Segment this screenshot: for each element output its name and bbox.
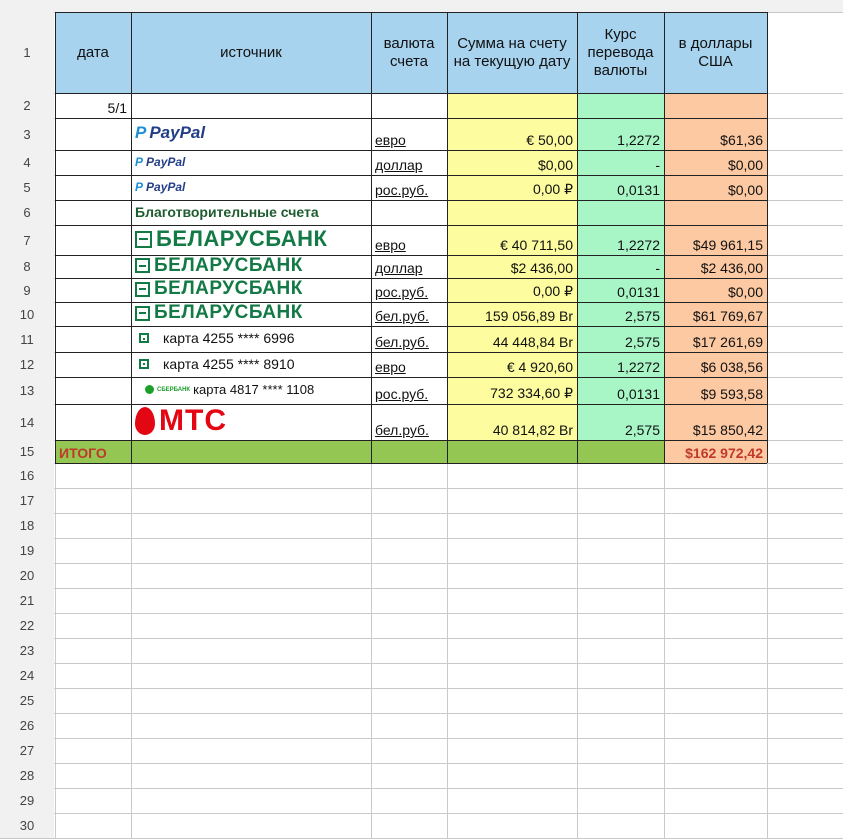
amount-cell[interactable]: € 40 711,50: [500, 237, 573, 253]
rate-cell-bg: [577, 200, 664, 225]
belarusbank-wordmark: БЕЛАРУСБАНК: [156, 226, 328, 251]
amount-cell-bg: [447, 200, 577, 225]
table-border: [55, 463, 767, 464]
usd-cell-bg: [664, 200, 767, 225]
card-label: карта 4817 **** 1108: [193, 382, 315, 397]
date-cell[interactable]: 5/1: [107, 100, 127, 116]
paypal-p-icon: P: [135, 123, 147, 142]
source-cell[interactable]: [131, 302, 371, 326]
paypal-p-icon: P: [135, 154, 144, 169]
usd-cell[interactable]: $15 850,42: [692, 422, 763, 438]
table-border: [55, 12, 56, 463]
rate-cell[interactable]: 2,575: [624, 422, 660, 438]
grid-line-horizontal: [0, 738, 843, 739]
grid-line-horizontal: [0, 513, 843, 514]
belarusbank-emblem-icon: [135, 231, 152, 248]
row-number[interactable]: 12: [0, 352, 54, 377]
row-number[interactable]: 5: [0, 175, 54, 200]
belarusbank-logo: [135, 226, 327, 252]
rate-cell[interactable]: 0,0131: [617, 386, 660, 402]
usd-cell[interactable]: $9 593,58: [700, 386, 763, 402]
paypal-wordmark: PayPal: [146, 154, 186, 169]
amount-cell[interactable]: 732 334,60 ₽: [490, 385, 573, 401]
sberbank-logo: [145, 385, 190, 394]
usd-cell[interactable]: $0,00: [727, 284, 763, 300]
paypal-wordmark: PayPal: [149, 123, 206, 142]
row-number[interactable]: 28: [0, 763, 54, 788]
row-number[interactable]: 6: [0, 200, 54, 225]
grid-line-horizontal: [0, 638, 843, 639]
grid-line-horizontal: [0, 613, 843, 614]
sberbank-wordmark: СБЕРБАНК: [157, 386, 191, 393]
row-number[interactable]: 13: [0, 377, 54, 404]
row-number[interactable]: 24: [0, 663, 54, 688]
row-number[interactable]: 26: [0, 713, 54, 738]
row-number[interactable]: 1: [0, 12, 54, 93]
usd-cell[interactable]: $2 436,00: [700, 260, 763, 276]
header-usd[interactable]: в доллары США: [664, 12, 767, 93]
currency-cell[interactable]: евро: [375, 359, 406, 375]
currency-cell[interactable]: бел.руб.: [375, 334, 429, 350]
row-number[interactable]: 7: [0, 225, 54, 255]
header-date[interactable]: дата: [55, 12, 131, 93]
currency-cell[interactable]: бел.руб.: [375, 422, 429, 438]
mts-wordmark: МТС: [159, 404, 227, 437]
row-number[interactable]: 30: [0, 813, 54, 838]
currency-cell[interactable]: рос.руб.: [375, 386, 429, 402]
row-number[interactable]: 20: [0, 563, 54, 588]
belarusbank-emblem-icon: [135, 306, 150, 321]
card-label: карта 4255 **** 6996: [163, 330, 295, 346]
table-border: [767, 12, 768, 463]
amount-cell[interactable]: 0,00 ₽: [532, 283, 573, 299]
mts-logo: [135, 404, 227, 438]
mts-egg-icon: [135, 407, 155, 435]
source-cell[interactable]: [131, 175, 371, 200]
amount-cell[interactable]: 44 448,84 Br: [492, 334, 573, 350]
row-number[interactable]: 29: [0, 788, 54, 813]
grid-line-horizontal: [0, 688, 843, 689]
usd-cell[interactable]: $17 261,69: [692, 334, 763, 350]
header-rate[interactable]: Курс перевода валюты: [577, 12, 664, 93]
belarusbank-emblem-icon: [135, 282, 150, 297]
belarusbank-logo: [135, 302, 303, 324]
belarusbank-wordmark: БЕЛАРУСБАНК: [154, 278, 303, 299]
source-cell[interactable]: [131, 352, 371, 377]
amount-cell[interactable]: € 50,00: [526, 132, 573, 148]
rate-cell[interactable]: 1,2272: [617, 132, 660, 148]
sberbank-icon: [145, 385, 154, 394]
belarusbank-emblem-icon: [135, 258, 150, 273]
rate-cell[interactable]: -: [655, 260, 660, 276]
belarusbank-emblem-icon: [139, 333, 149, 343]
source-cell[interactable]: [131, 225, 371, 255]
usd-cell[interactable]: $0,00: [727, 182, 763, 198]
currency-cell[interactable]: евро: [375, 132, 406, 148]
column-header-strip: [0, 0, 843, 12]
usd-cell[interactable]: $6 038,56: [700, 359, 763, 375]
paypal-logo: [135, 180, 185, 194]
amount-cell[interactable]: 40 814,82 Br: [492, 422, 573, 438]
rate-cell[interactable]: 1,2272: [617, 237, 660, 253]
header-source[interactable]: источник: [131, 12, 371, 93]
source-cell[interactable]: [131, 404, 371, 440]
row-number[interactable]: 3: [0, 118, 54, 150]
card-label: карта 4255 **** 8910: [163, 355, 295, 372]
row-number[interactable]: 25: [0, 688, 54, 713]
rate-cell[interactable]: 2,575: [624, 308, 660, 324]
amount-cell-bg: [447, 93, 577, 118]
amount-cell[interactable]: € 4 920,60: [506, 359, 573, 375]
belarusbank-logo: [135, 278, 303, 300]
usd-cell[interactable]: $0,00: [727, 157, 763, 173]
header-currency[interactable]: валюта счета: [371, 12, 447, 93]
header-amount[interactable]: Сумма на счету на текущую дату: [447, 12, 577, 93]
row-number[interactable]: 15: [0, 440, 54, 463]
row-number[interactable]: 8: [0, 255, 54, 278]
belarusbank-wordmark: БЕЛАРУСБАНК: [154, 302, 303, 323]
rate-cell[interactable]: 2,575: [624, 334, 660, 350]
row-number[interactable]: 17: [0, 488, 54, 513]
usd-cell[interactable]: $49 961,15: [692, 237, 763, 253]
source-cell[interactable]: [131, 150, 371, 175]
source-cell[interactable]: [131, 278, 371, 302]
usd-cell[interactable]: $61 769,67: [692, 308, 763, 324]
currency-cell[interactable]: рос.руб.: [375, 284, 429, 300]
table-border: [55, 93, 767, 94]
section-charity-accounts[interactable]: Благотворительные счета: [135, 203, 319, 220]
paypal-logo: [135, 123, 205, 143]
belarusbank-logo: [135, 255, 303, 277]
amount-cell[interactable]: 159 056,89 Br: [485, 308, 573, 324]
paypal-logo: [135, 155, 185, 169]
rate-cell[interactable]: 1,2272: [617, 359, 660, 375]
source-cell[interactable]: [131, 377, 371, 404]
currency-cell[interactable]: рос.руб.: [375, 182, 429, 198]
grid-line-horizontal: [0, 488, 843, 489]
rate-cell-bg: [577, 93, 664, 118]
rate-cell[interactable]: 0,0131: [617, 182, 660, 198]
row-number[interactable]: 9: [0, 278, 54, 302]
table-border: [55, 440, 767, 441]
row-number[interactable]: 16: [0, 463, 54, 488]
amount-cell[interactable]: $0,00: [537, 157, 573, 173]
source-cell[interactable]: [131, 255, 371, 278]
row-number[interactable]: 2: [0, 93, 54, 118]
belarusbank-wordmark: БЕЛАРУСБАНК: [154, 255, 303, 276]
rate-cell[interactable]: -: [655, 157, 660, 173]
row-number[interactable]: 14: [0, 404, 54, 440]
grid-line-horizontal: [0, 713, 843, 714]
grid-line-horizontal: [0, 588, 843, 589]
row-number[interactable]: 27: [0, 738, 54, 763]
amount-cell[interactable]: 0,00 ₽: [532, 181, 573, 197]
rate-cell[interactable]: 0,0131: [617, 284, 660, 300]
source-cell[interactable]: [131, 118, 371, 150]
grid-line-horizontal: [0, 563, 843, 564]
row-number[interactable]: 4: [0, 150, 54, 175]
grid-line-horizontal: [0, 788, 843, 789]
currency-cell[interactable]: доллар: [375, 157, 423, 173]
row-number[interactable]: 21: [0, 588, 54, 613]
paypal-p-icon: P: [135, 179, 144, 194]
row-number[interactable]: 11: [0, 326, 54, 352]
source-cell[interactable]: [131, 326, 371, 352]
belarusbank-emblem-icon: [139, 359, 149, 369]
total-row-background: [55, 440, 664, 463]
usd-cell-bg: [664, 93, 767, 118]
currency-cell[interactable]: доллар: [375, 260, 423, 276]
row-number[interactable]: 19: [0, 538, 54, 563]
paypal-wordmark: PayPal: [146, 179, 186, 194]
row-number[interactable]: 18: [0, 513, 54, 538]
grid-line-horizontal: [0, 663, 843, 664]
currency-cell[interactable]: бел.руб.: [375, 308, 429, 324]
row-number[interactable]: 23: [0, 638, 54, 663]
grid-line-horizontal: [0, 813, 843, 814]
row-number[interactable]: 22: [0, 613, 54, 638]
table-border: [55, 12, 767, 13]
grid-line-horizontal: [0, 763, 843, 764]
grid-line-horizontal: [0, 538, 843, 539]
amount-cell[interactable]: $2 436,00: [510, 260, 573, 276]
usd-cell[interactable]: $61,36: [720, 132, 763, 148]
total-usd-value[interactable]: $162 972,42: [685, 445, 763, 461]
currency-cell[interactable]: евро: [375, 237, 406, 253]
row-number[interactable]: 10: [0, 302, 54, 326]
total-label[interactable]: ИТОГО: [59, 445, 107, 461]
